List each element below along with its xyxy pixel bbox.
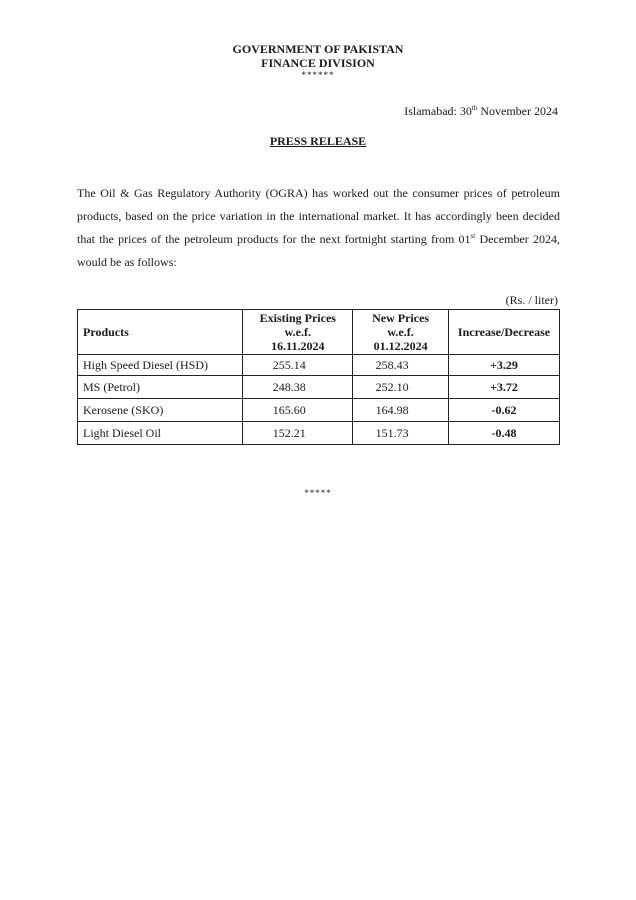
header-new-line2: w.e.f. <box>387 325 414 339</box>
letterhead-stars: ****** <box>301 70 335 80</box>
cell-change: +3.29 <box>449 355 560 376</box>
cell-product: Light Diesel Oil <box>78 422 243 445</box>
table-row <box>78 422 560 445</box>
cell-new-price: 258.43 <box>353 355 449 376</box>
cell-new-price: 151.73 <box>353 422 449 445</box>
header-new-line3: 01.12.2024 <box>373 339 428 353</box>
cell-change: -0.62 <box>449 399 560 422</box>
header-products: Products <box>78 310 243 355</box>
table-header-row <box>78 310 560 355</box>
page-title: PRESS RELEASE <box>269 134 367 148</box>
release-date <box>404 104 558 119</box>
body-paragraph <box>77 182 560 274</box>
cell-new-price: 252.10 <box>353 376 449 399</box>
date-rest: November 2024 <box>477 104 558 118</box>
body-text-end: December 2024, would be as follows: <box>77 232 560 269</box>
header-change: Increase/Decrease <box>449 310 560 355</box>
body-ordinal: st <box>470 232 476 240</box>
date-prefix: Islamabad: 30 <box>404 104 472 118</box>
header-new-prices <box>353 310 449 355</box>
letterhead-division: FINANCE DIVISION <box>261 56 375 70</box>
letterhead-government: GOVERNMENT OF PAKISTAN <box>232 42 404 56</box>
cell-change: -0.48 <box>449 422 560 445</box>
header-existing-prices <box>243 310 353 355</box>
unit-label: (Rs. / liter) <box>505 293 558 307</box>
table-row <box>78 355 560 376</box>
price-table <box>77 309 560 445</box>
cell-new-price: 164.98 <box>353 399 449 422</box>
cell-change: +3.72 <box>449 376 560 399</box>
cell-existing-price: 152.21 <box>243 422 353 445</box>
header-existing-line1: Existing Prices <box>259 311 336 325</box>
header-new-line1: New Prices <box>372 311 430 325</box>
header-existing-line2: w.e.f. <box>284 325 311 339</box>
table-row <box>78 376 560 399</box>
body-text-main: The Oil & Gas Regulatory Authority (OGRA) has worked out the consumer prices of petroleum products, based on the price variation in the international market. It has accordingly been decided that the prices of the petroleum products for the next fortnight starting from 01 <box>77 186 560 246</box>
end-marker: ***** <box>304 488 332 498</box>
date-ordinal: th <box>471 104 478 112</box>
cell-product: Kerosene (SKO) <box>78 399 243 422</box>
header-existing-line3: 16.11.2024 <box>271 339 325 353</box>
cell-existing-price: 165.60 <box>243 399 353 422</box>
cell-existing-price: 255.14 <box>243 355 353 376</box>
cell-existing-price: 248.38 <box>243 376 353 399</box>
cell-product: MS (Petrol) <box>78 376 243 399</box>
table-row <box>78 399 560 422</box>
cell-product: High Speed Diesel (HSD) <box>78 355 243 376</box>
letterhead <box>0 42 636 80</box>
